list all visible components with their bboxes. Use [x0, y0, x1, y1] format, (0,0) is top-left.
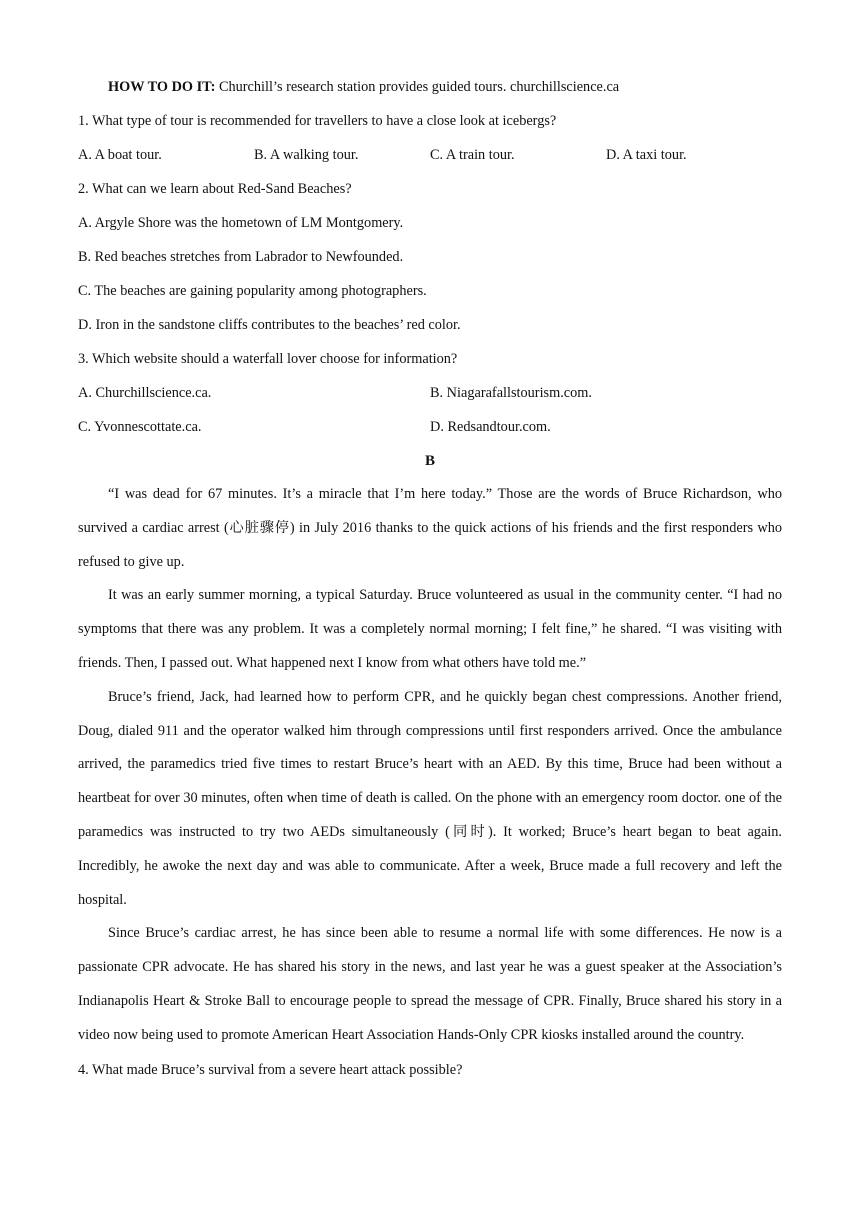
question-1-options [78, 138, 782, 172]
question-3: 3. Which website should a waterfall lover choose for information? [78, 351, 458, 367]
option-b: B. A walking tour. [254, 147, 359, 163]
option-a: A. Argyle Shore was the hometown of LM Montgomery. [78, 215, 404, 231]
option-d: D. Iron in the sandstone cliffs contributes to the beaches’ red color. [78, 317, 461, 333]
option-d: D. A taxi tour. [606, 147, 687, 163]
option-a: A. Churchillscience.ca. [78, 385, 212, 401]
question-1: 1. What type of tour is recommended for travellers to have a close look at icebergs? [78, 113, 557, 129]
option-b: B. Niagarafallstourism.com. [430, 385, 592, 401]
how-to-line [78, 70, 782, 104]
option-d: D. Redsandtour.com. [430, 419, 551, 435]
passage-paragraph: “I was dead for 67 minutes. It’s a miracle that I’m here today.” Those are the words of Bruce Richardson, who survived a cardiac arrest (心脏骤停) in July 2016 thanks to the quick actions of his friends and the first responders who refused to give up. [78, 486, 782, 570]
question-3-options-row-2 [78, 410, 782, 444]
passage-paragraph: It was an early summer morning, a typical Saturday. Bruce volunteered as usual in the community center. “I had no symptoms that there was any problem. It was a completely normal morning; I felt fine,” he shared. “I was visiting with friends. Then, I passed out. What happened next I know from what others have told me.” [78, 587, 782, 671]
passage-paragraph: Since Bruce’s cardiac arrest, he has since been able to resume a normal life with some differences. He now is a passionate CPR advocate. He has shared his story in the news, and last year he was a guest speaker at the Association’s Indianapolis Heart & Stroke Ball to encourage people to spread the message of CPR. Finally, Bruce shared his story in a video now being used to promote American Heart Association Hands-Only CPR kiosks installed around the country. [78, 925, 782, 1043]
passage-paragraph: Bruce’s friend, Jack, had learned how to perform CPR, and he quickly began chest compressions. Another friend, Doug, dialed 911 and the operator walked him through compressions until first responders arrived. Once the ambulance arrived, the paramedics tried five times to restart Bruce’s heart with an AED. By this time, Bruce had been without a heartbeat for over 30 minutes, often when time of death is called. On the phone with an emergency room doctor. one of the paramedics was instructed to try two AEDs simultaneously (同时). It worked; Bruce’s heart began to beat again. Incredibly, he awoke the next day and was able to communicate. After a week, Bruce made a full recovery and left the hospital. [78, 688, 782, 908]
how-to-label: HOW TO DO IT: [108, 79, 216, 95]
section-title: B [424, 453, 435, 469]
question-2: 2. What can we learn about Red-Sand Beaches? [78, 181, 352, 197]
option-a: A. A boat tour. [78, 147, 162, 163]
option-c: C. The beaches are gaining popularity among photographers. [78, 283, 427, 299]
question-3-options-row-1 [78, 376, 782, 410]
option-c: C. Yvonnescottate.ca. [78, 419, 202, 435]
question-4: 4. What made Bruce’s survival from a severe heart attack possible? [78, 1061, 463, 1078]
option-b: B. Red beaches stretches from Labrador to Newfounded. [78, 249, 404, 265]
how-to-text: Churchill’s research station provides guided tours. churchillscience.ca [215, 79, 620, 95]
option-c: C. A train tour. [430, 147, 515, 163]
